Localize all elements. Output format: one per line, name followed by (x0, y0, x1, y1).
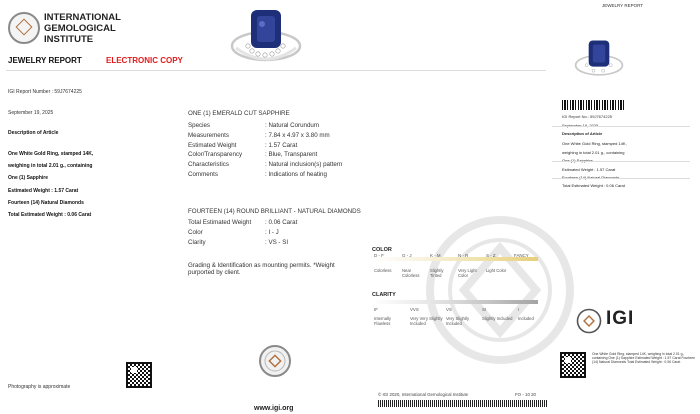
diamond-row-label: Total Estimated Weight (188, 219, 252, 226)
fourteen-diamonds: Fourteen (14) Natural Diamonds (8, 200, 84, 206)
qr-code-left[interactable] (126, 362, 152, 388)
right-description-line3: One (1) Sapphire (562, 158, 593, 163)
clarity-desc: Very Slightly Included (446, 316, 470, 326)
report-date: September 19, 2025 (8, 110, 54, 116)
right-description-heading: Description of Article (562, 131, 603, 136)
right-description-line2: weighing in total 2.01 g., containing (562, 150, 625, 155)
stone-row-value: : Natural inclusion(s) pattern (265, 161, 343, 169)
right-fourteen-diamonds: Fourteen (14) Natural Diamonds (562, 175, 620, 180)
stone-row-label: Color/Transparency (188, 151, 243, 159)
clarity-desc: Slightly Included (482, 316, 513, 321)
igi-seal-logo (8, 12, 40, 44)
color-desc: Colorless (374, 268, 392, 273)
clarity-scale-title: CLARITY (372, 292, 396, 298)
color-grade: G - J (402, 253, 412, 258)
stone-row-label: Characteristics (188, 161, 229, 169)
stone-row-label: Species (188, 122, 211, 129)
right-rule-3 (552, 178, 690, 179)
color-desc: Very Light Color (458, 268, 477, 278)
igi-logo-text: IGI (606, 308, 635, 329)
color-desc: Light Color (486, 268, 507, 273)
ring-photo (218, 4, 314, 70)
diamond-row-value: : 0.06 Carat (265, 219, 298, 226)
stone-row-value: : 7.84 x 4.97 x 3.80 mm (265, 131, 330, 139)
right-estimated-weight: Estimated Weight : 1.57 Carat (562, 167, 616, 172)
org-name-line3: INSTITUTE (44, 34, 94, 45)
clarity-desc: Included (518, 316, 534, 321)
electronic-copy-label: ELECTRONIC COPY (106, 56, 183, 65)
stone-row-value: : Natural Corundum (265, 122, 319, 129)
right-report-date: September 19, 2025 (562, 123, 599, 128)
org-name-line2: GEMOLOGICAL (44, 23, 116, 34)
right-bottom-note: One White Gold Ring, stamped 14K, weighing in total 2.01 g., containing One (1) Sapphire Estimated Weight : 1.57 Carat Fourteen (14) Natural Diamonds Total Estimated Weight : 0.06 Carat (592, 352, 696, 365)
clarity-scale-bar (372, 300, 538, 304)
ring-photo-small (566, 36, 632, 82)
grading-note-line2: purported by client. (188, 269, 241, 276)
website-link[interactable]: www.igi.org (254, 405, 294, 412)
right-rule-2 (552, 161, 690, 162)
color-grade: S - Z (486, 253, 496, 258)
stone-row-label: Estimated Weight (188, 141, 237, 149)
clarity-grade: IF (374, 307, 378, 312)
igi-logo-seal-right (576, 308, 602, 334)
clarity-desc: Internally Flawless (374, 316, 391, 326)
right-rule-1 (552, 126, 690, 127)
right-description-line1: One White Gold Ring, stamped 14K, (562, 141, 627, 146)
description-line1: One White Gold Ring, stamped 14K, (8, 151, 94, 157)
clarity-grade: I (518, 307, 520, 312)
diamond-row-label: Color (188, 229, 203, 236)
igi-seal-center (258, 344, 292, 378)
color-grade: N - R (458, 253, 469, 258)
stone-row-label: Comments (188, 171, 218, 178)
photo-note: Photography is approximate (8, 384, 71, 390)
copyright-note: © IGI 2020, International Gemological Institute (378, 392, 469, 397)
color-desc: Slightly Tinted (430, 268, 444, 278)
right-report-number: IGI Report No.: 59J7674225 (562, 114, 613, 119)
color-scale-title: COLOR (372, 247, 392, 253)
right-total-weight: Total Estimated Weight : 0.06 Carat (562, 183, 625, 188)
clarity-desc: Very Very Slightly Included (410, 316, 443, 326)
diamond-title: FOURTEEN (14) ROUND BRILLIANT - NATURAL DIAMONDS (188, 208, 361, 215)
color-desc: Near Colorless (402, 268, 420, 278)
qr-code-right[interactable] (560, 352, 586, 378)
stone-row-value: : Blue, Transparent (265, 151, 318, 159)
description-heading: Description of Article (8, 130, 59, 136)
report-barcode (562, 100, 626, 110)
color-grade: K - M (430, 253, 441, 258)
stone-title: ONE (1) EMERALD CUT SAPPHIRE (188, 110, 290, 117)
clarity-grade: VVS (410, 307, 419, 312)
org-name-line1: INTERNATIONAL (44, 12, 121, 23)
igi-watermark (400, 210, 580, 370)
clarity-grade: VS (446, 307, 452, 312)
report-number: IGI Report Number : 59J7674225 (8, 89, 82, 95)
color-grade: D - F (374, 253, 384, 258)
stone-row-label: Measurements (188, 131, 229, 139)
top-right-label: JEWELRY REPORT (602, 3, 644, 8)
description-line3: One (1) Sapphire (8, 175, 49, 181)
form-code: FO - 10 20 (515, 392, 536, 397)
color-grade: FANCY (514, 253, 529, 258)
diamond-row-label: Clarity (188, 239, 206, 246)
security-strip (378, 400, 548, 407)
stone-row-value: : 1.57 Carat (265, 141, 298, 149)
header-divider (6, 70, 546, 71)
clarity-grade: SI (482, 307, 487, 312)
total-estimated-weight: Total Estimated Weight : 0.06 Carat (8, 212, 92, 218)
grading-note-line1: Grading & Identification as mounting permits. *Weight (188, 262, 335, 269)
description-line2: weighing in total 2.01 g., containing (8, 163, 93, 169)
diamond-row-value: : VS - SI (265, 239, 289, 246)
diamond-row-value: : I - J (265, 229, 279, 236)
estimated-weight: Estimated Weight : 1.57 Carat (8, 188, 79, 194)
stone-row-value: : Indications of heating (265, 171, 327, 178)
report-type-label: JEWELRY REPORT (8, 56, 82, 65)
